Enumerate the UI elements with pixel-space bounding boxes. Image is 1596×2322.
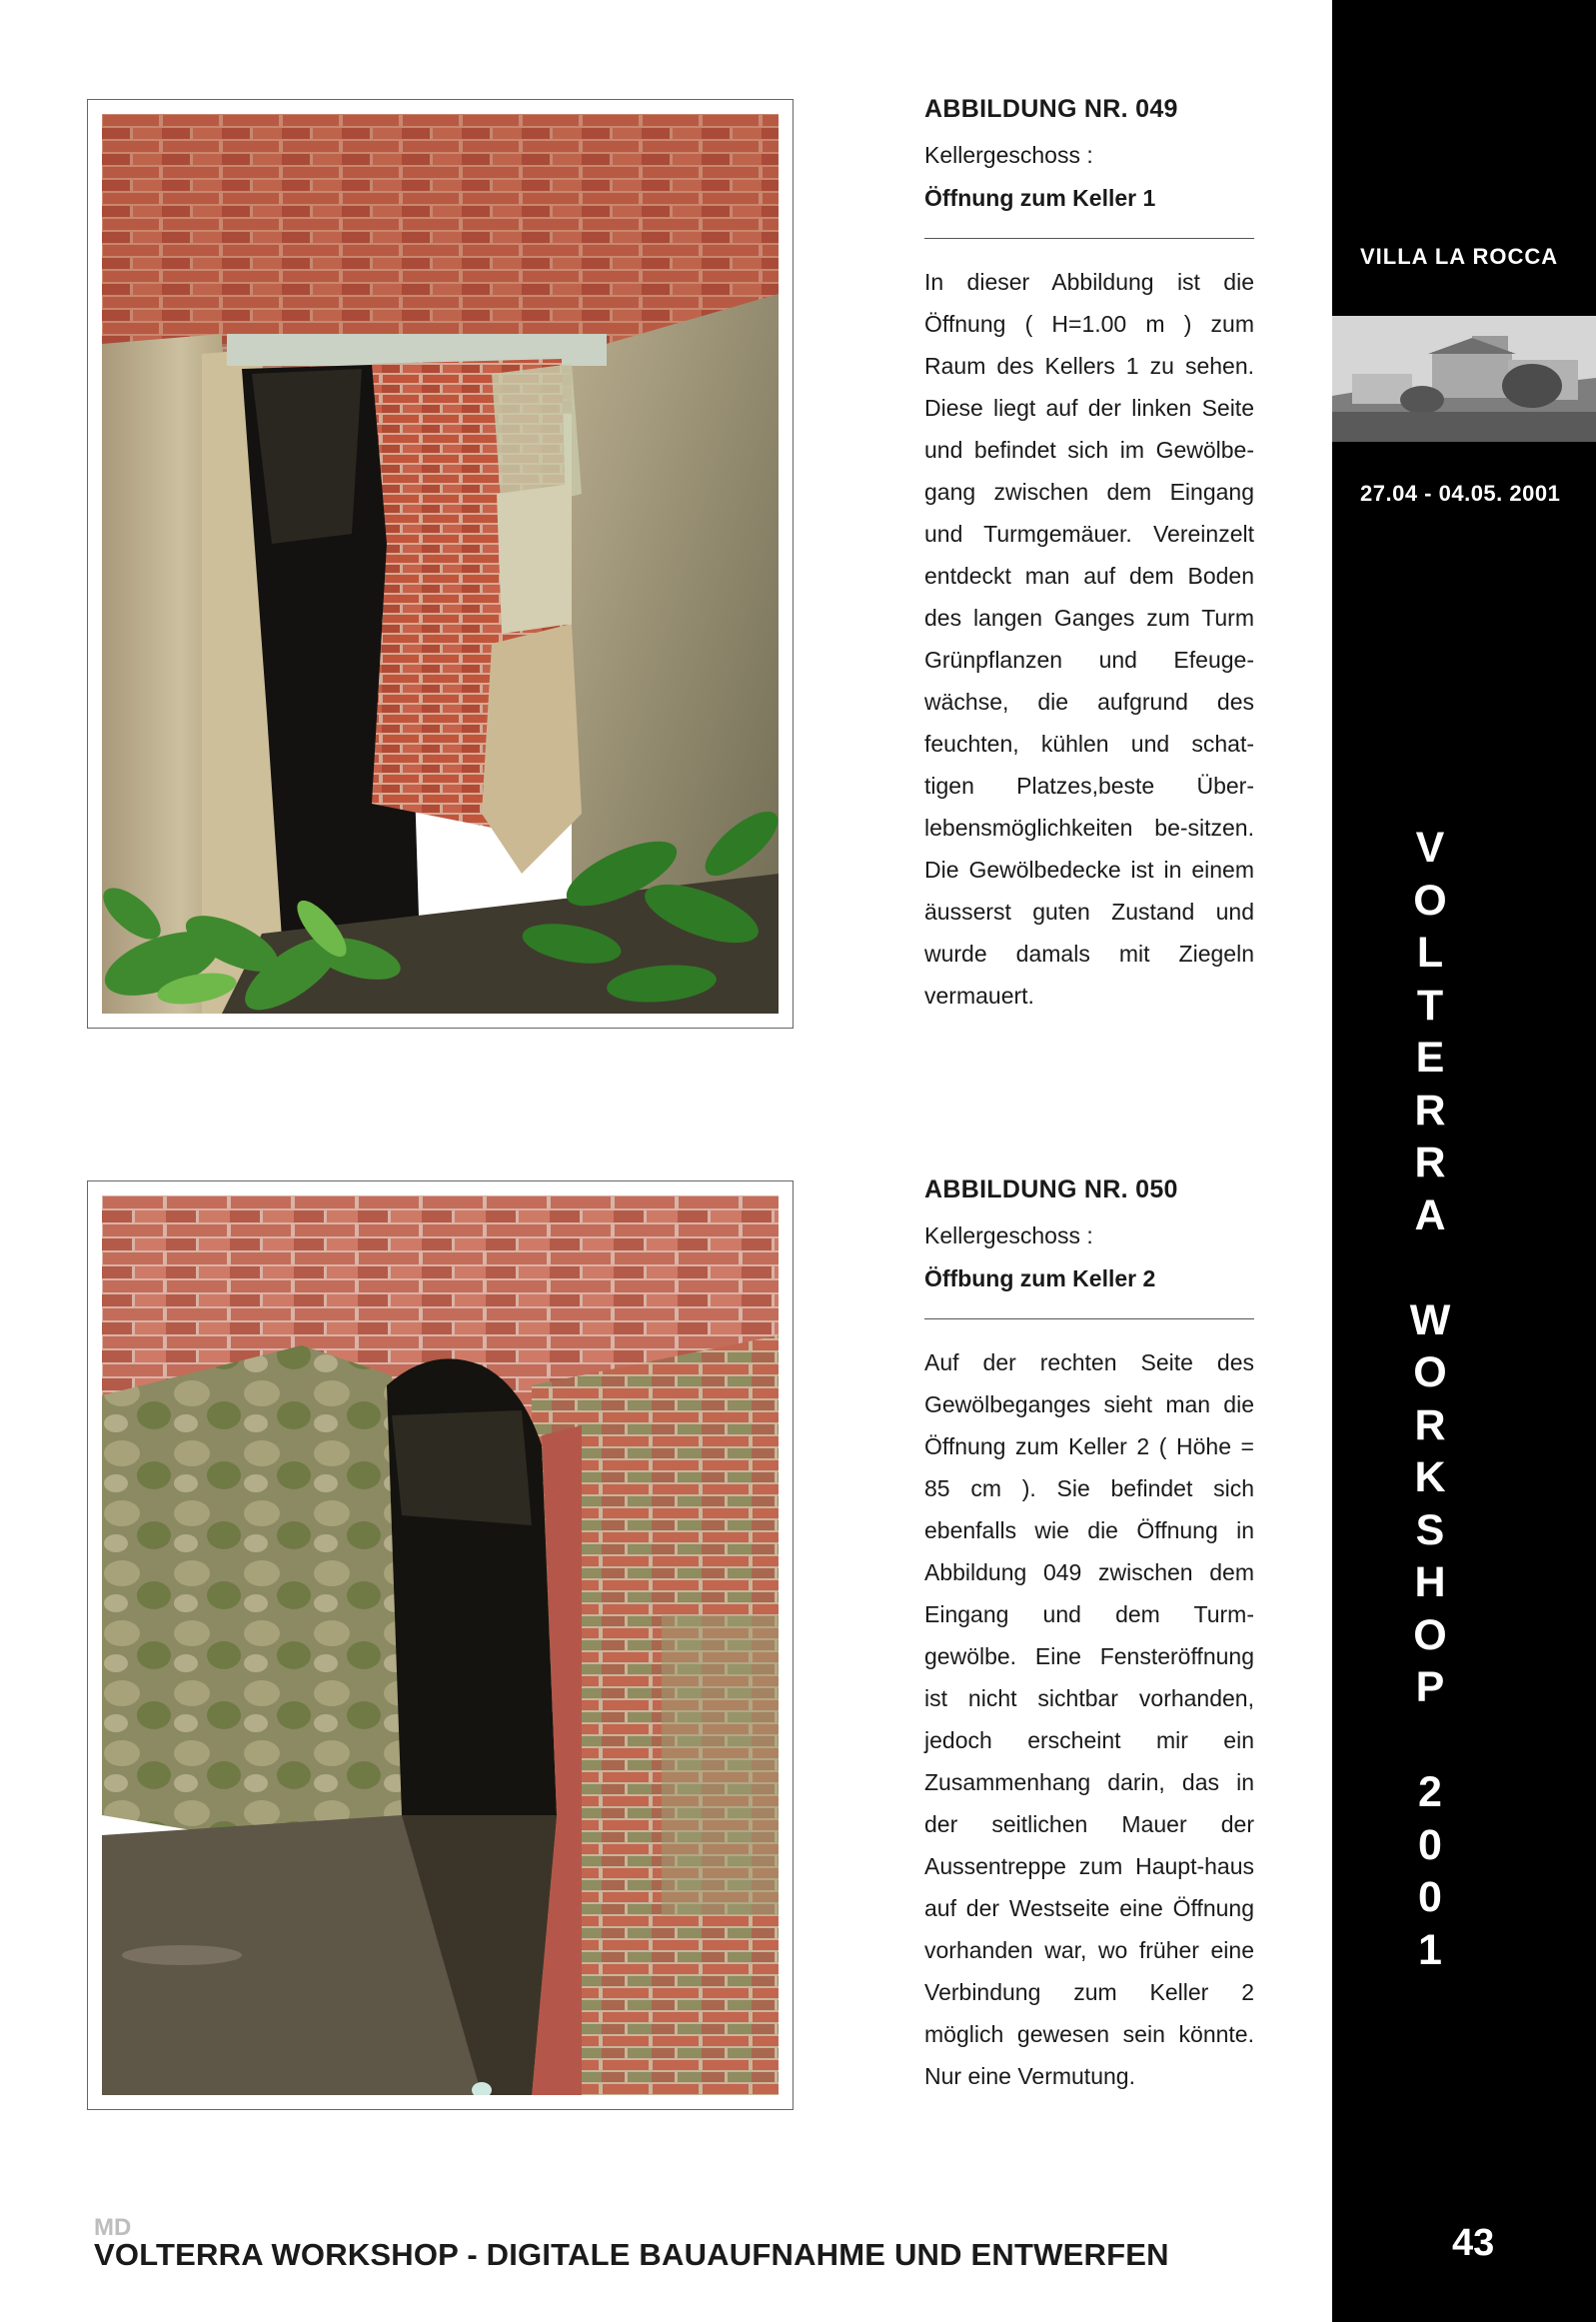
page-number: 43 — [1452, 2222, 1495, 2264]
figure-049-name: Öffnung zum Keller 1 — [924, 185, 1156, 211]
figure-049-title: ABBILDUNG NR. 049 — [924, 95, 1178, 123]
figure-049-frame — [87, 99, 794, 1029]
cellar-opening-1-image — [102, 114, 779, 1014]
vertical-title-letter: W — [1409, 1295, 1451, 1344]
figure-050-description: Auf der rechten Seite des Gewölbeganges sieht man die Öffnung zum Keller 2 ( Höhe = 85 cm ). Sie befindet sich ebenfalls wie die Öffnung in Abbildung 049 zwischen dem Eingang und dem Turm-gewölbe. Eine Fensteröffnung ist nicht sichtbar vorhanden, jedoch erscheint mir ein Zusammenhang darin, das in der seitlichen Mauer der Aussentreppe zum Haupt-haus auf der Westseite eine Öffnung vorhanden war, wo früher eine Verbindung zum Keller 2 möglich gewesen sein könnte. Nur eine Vermutung. — [924, 1349, 1254, 2089]
vertical-title-letter: O — [1413, 1348, 1447, 1396]
vertical-title-letter: K — [1414, 1453, 1446, 1501]
cellar-opening-2-image — [102, 1195, 779, 2095]
vertical-title-letter: 1 — [1418, 1925, 1442, 1974]
vertical-title-letter: 0 — [1418, 1820, 1442, 1869]
villa-thumbnail — [1332, 316, 1596, 442]
vertical-title-letter: 0 — [1418, 1873, 1442, 1921]
vertical-title-gap — [1332, 1714, 1528, 1767]
vertical-title-letter: R — [1414, 1086, 1446, 1135]
vertical-title-letter: E — [1415, 1034, 1445, 1082]
figure-049-photo — [102, 114, 779, 1014]
figure-049-text — [924, 95, 1254, 1017]
vertical-title-letter: 2 — [1418, 1768, 1442, 1816]
figure-049-description: In dieser Abbildung ist die Öffnung ( H=1.00 m ) zum Raum des Kellers 1 zu sehen. Diese liegt auf der linken Seite und befindet sich im Gewölbe-gang zwischen dem Eingang und Turmgemäuer. Vereinzelt entdeckt man auf dem Boden des langen Ganges zum Turm Grünpflanzen und Efeuge-wächse, die aufgrund des feuchten, kühlen und schat-tigen Platzes,beste Über-lebensmöglichkeiten be-sitzen. Die Gewölbedecke ist in einem äusserst guten Zustand und wurde damals mit Ziegeln vermauert. — [924, 269, 1254, 1009]
vertical-title-letter: S — [1415, 1505, 1445, 1554]
vertical-title-letter: L — [1416, 929, 1444, 977]
figure-050-divider — [924, 1318, 1254, 1319]
vertical-title-letter: V — [1415, 824, 1445, 872]
footer-title: VOLTERRA WORKSHOP - DIGITALE BAUAUFNAHME UND ENTWERFEN — [94, 2237, 1169, 2272]
figure-049-divider — [924, 238, 1254, 239]
vertical-title-letter: R — [1414, 1400, 1446, 1449]
villa-name: VILLA LA ROCCA — [1360, 244, 1559, 269]
figure-050-subtitle: Kellergeschoss : — [924, 1222, 1093, 1248]
vertical-title-letter: O — [1413, 1610, 1447, 1659]
figure-050-text — [924, 1175, 1254, 2097]
figure-049-subtitle: Kellergeschoss : — [924, 142, 1093, 168]
figure-050-name: Öffbung zum Keller 2 — [924, 1265, 1156, 1291]
vertical-title-letter: T — [1416, 981, 1444, 1030]
figure-050-title: ABBILDUNG NR. 050 — [924, 1175, 1178, 1203]
sidebar — [1332, 0, 1596, 2322]
vertical-title — [1332, 822, 1528, 1976]
vertical-title-letter: O — [1413, 876, 1447, 925]
vertical-title-letter: A — [1414, 1190, 1446, 1239]
figure-050-frame — [87, 1180, 794, 2110]
villa-photo-image — [1332, 316, 1596, 442]
figure-050-photo — [102, 1195, 779, 2095]
author-initials: MD — [94, 2214, 132, 2241]
vertical-title-letter: R — [1414, 1139, 1446, 1186]
workshop-dates: 27.04 - 04.05. 2001 — [1360, 481, 1561, 506]
vertical-title-letter: H — [1414, 1558, 1446, 1606]
vertical-title-letter: P — [1415, 1663, 1445, 1711]
vertical-title-gap — [1332, 1241, 1528, 1294]
